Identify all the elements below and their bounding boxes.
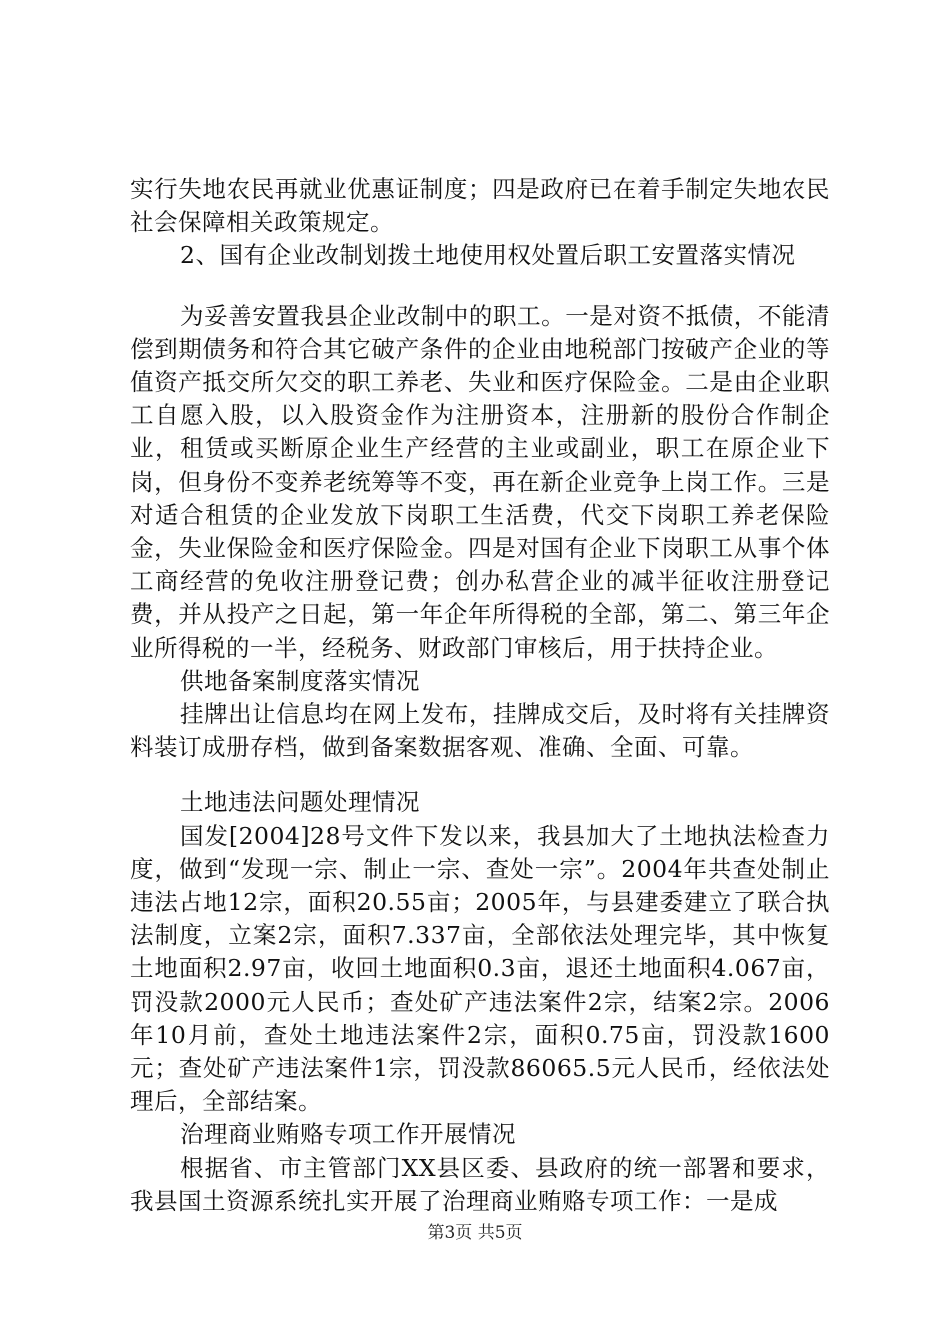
paragraph-land-violations: 国发[2004]28号文件下发以来，我县加大了土地执法检查力度，做到“发现一宗、制止一宗、查处一宗”。2004年共查处制止违法占地12宗，面积20.55亩；2005年，与县建委建立了联合执法制度，立案2宗，面积7.337亩，全部依法处理完毕，其中恢复土地面积2.97亩，收回土地面积0.3亩，退还土地面积4.067亩，罚没款2000元人民币；查处矿产违法案件2宗，结案2宗。2006年10月前，查处土地违法案件2宗，面积0.75亩，罚没款1600元；查处矿产违法案件1宗，罚没款86065.5元人民币，经依法处理后，全部结案。 xyxy=(130,821,830,1116)
section-heading-anti-bribery: 治理商业贿赂专项工作开展情况 xyxy=(180,1120,516,1149)
section-heading-staff-placement: 2、国有企业改制划拨土地使用权处置后职工安置落实情况 xyxy=(180,241,796,270)
paragraph-continuation: 实行失地农民再就业优惠证制度；四是政府已在着手制定失地农民社会保障相关政策规定。 xyxy=(130,175,830,237)
section-heading-land-filing: 供地备案制度落实情况 xyxy=(180,666,420,695)
page-footer: 第3页 共5页 xyxy=(427,1223,523,1243)
document-body xyxy=(130,173,830,1218)
paragraph-anti-bribery: 根据省、市主管部门XX县区委、县政府的统一部署和要求，我县国土资源系统扎实开展了治理商业贿赂专项工作：一是成 xyxy=(130,1153,830,1215)
section-heading-land-violations: 土地违法问题处理情况 xyxy=(180,788,420,817)
paragraph-staff-placement: 为妥善安置我县企业改制中的职工。一是对资不抵债，不能清偿到期债务和符合其它破产条件的企业由地税部门按破产企业的等值资产抵交所欠交的职工养老、失业和医疗保险金。二是由企业职工自愿入股，以入股资金作为注册资本，注册新的股份合作制企业，租赁或买断原企业生产经营的主业或副业，职工在原企业下岗，但身份不变养老统筹等不变，再在新企业竞争上岗工作。三是对适合租赁的企业发放下岗职工生活费，代交下岗职工养老保险金，失业保险金和医疗保险金。四是对国有企业下岗职工从事个体工商经营的免收注册登记费；创办私营企业的减半征收注册登记费，并从投产之日起，第一年企年所得税的全部，第二、第三年企业所得税的一半，经税务、财政部门审核后，用于扶持企业。 xyxy=(130,301,830,662)
paragraph-land-filing: 挂牌出让信息均在网上发布，挂牌成交后，及时将有关挂牌资料装订成册存档，做到备案数据客观、准确、全面、可靠。 xyxy=(130,700,830,762)
